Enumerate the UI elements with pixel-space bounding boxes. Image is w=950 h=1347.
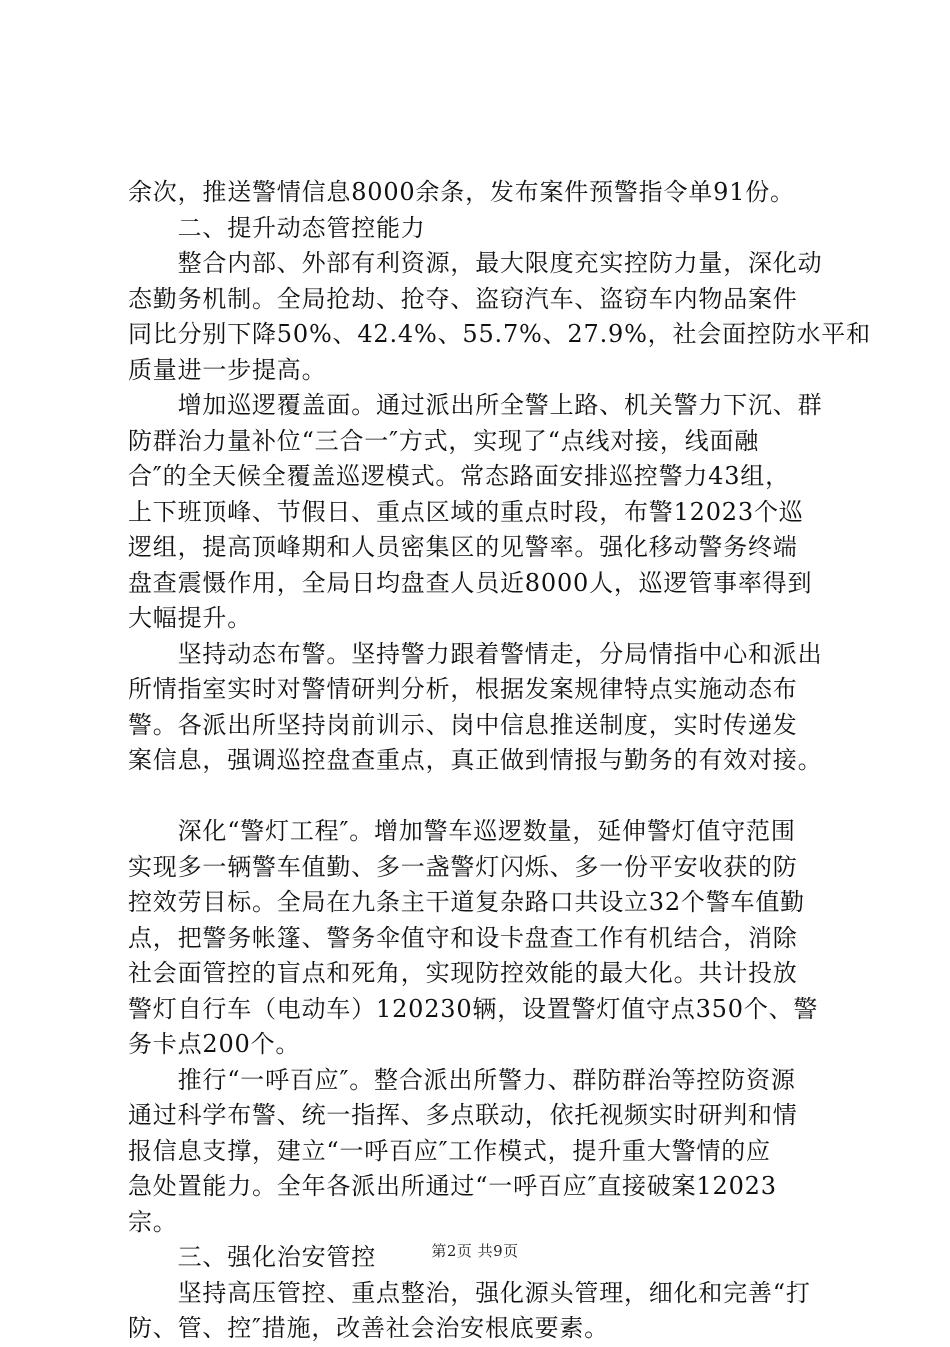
text-line: 实现多一辆警车值勤、多一盏警灯闪烁、多一份平安收获的防 <box>128 852 798 881</box>
text-line: 防、管、控″措施，改善社会治安根底要素。 <box>128 1314 609 1342</box>
text-line: 同比分别下降50%、42.4%、55.7%、27.9%，社会面控防水平和 <box>128 320 871 348</box>
text-line: 坚持动态布警。坚持警力跟着警情走，分局情指中心和派出 <box>128 639 823 668</box>
text-line: 合″的全天候全覆盖巡逻模式。常态路面安排巡控警力43组， <box>128 462 790 490</box>
page-footer: 第2页 共9页 <box>431 1242 519 1260</box>
document-body <box>128 175 871 1347</box>
text-line: 余次，推送警情信息8000余条，发布案件预警指令单91份。 <box>128 178 795 206</box>
text-line: 点，把警务帐篷、警务伞值守和设卡盘查工作有机结合，消除 <box>128 923 798 952</box>
text-line: 深化“警灯工程″。增加警车巡逻数量，延伸警灯值守范围 <box>128 817 796 845</box>
text-line: 三、强化治安管控 <box>128 1243 376 1271</box>
text-line: 急处置能力。全年各派出所通过“一呼百应″直接破案12023 <box>128 1172 777 1200</box>
text-line: 控效劳目标。全局在九条主干道复杂路口共设立32个警车值勤 <box>128 888 805 916</box>
text-line: 警。各派出所坚持岗前训示、岗中信息推送制度，实时传递发 <box>128 710 798 739</box>
text-line: 逻组，提高顶峰期和人员密集区的见警率。强化移动警务终端 <box>128 533 798 561</box>
text-line: 务卡点200个。 <box>128 1030 301 1058</box>
text-line: 社会面管控的盲点和死角，实现防控效能的最大化。共计投放 <box>128 959 798 987</box>
text-line: 盘查震慑作用，全局日均盘查人员近8000人，巡逻管事率得到 <box>128 568 813 597</box>
text-line: 宗。 <box>128 1207 178 1236</box>
text-line: 防群治力量补位“三合一″方式，实现了“点线对接，线面融 <box>128 426 760 455</box>
text-line: 通过科学布警、统一指挥、多点联动，依托视频实时研判和情 <box>128 1101 798 1129</box>
text-line: 所情指室实时对警情研判分析，根据发案规律特点实施动态布 <box>128 675 798 703</box>
text-line: 质量进一步提高。 <box>128 355 327 384</box>
blank-line <box>128 779 848 815</box>
text-line: 上下班顶峰、节假日、重点区域的重点时段，布警12023个巡 <box>128 497 804 526</box>
text-line: 警灯自行车（电动车）120230辆，设置警灯值守点350个、警 <box>128 994 819 1023</box>
text-line: 坚持高压管控、重点整治，强化源头管理，细化和完善“打 <box>128 1278 811 1307</box>
text-line: 推行“一呼百应″。整合派出所警力、群防群治等控防资源 <box>128 1065 796 1094</box>
text-line: 报信息支撑，建立“一呼百应″工作模式，提升重大警情的应 <box>128 1136 771 1165</box>
text-line: 大幅提升。 <box>128 604 252 632</box>
text-line: 态勤务机制。全局抢劫、抢夺、盗窃汽车、盗窃车内物品案件 <box>128 284 798 313</box>
text-line: 二、提升动态管控能力 <box>128 213 426 242</box>
text-line: 案信息，强调巡控盘查重点，真正做到情报与勤务的有效对接。 <box>128 746 823 774</box>
text-line: 增加巡逻覆盖面。通过派出所全警上路、机关警力下沉、群 <box>128 391 823 419</box>
text-line: 整合内部、外部有利资源，最大限度充实控防力量，深化动 <box>128 249 823 277</box>
